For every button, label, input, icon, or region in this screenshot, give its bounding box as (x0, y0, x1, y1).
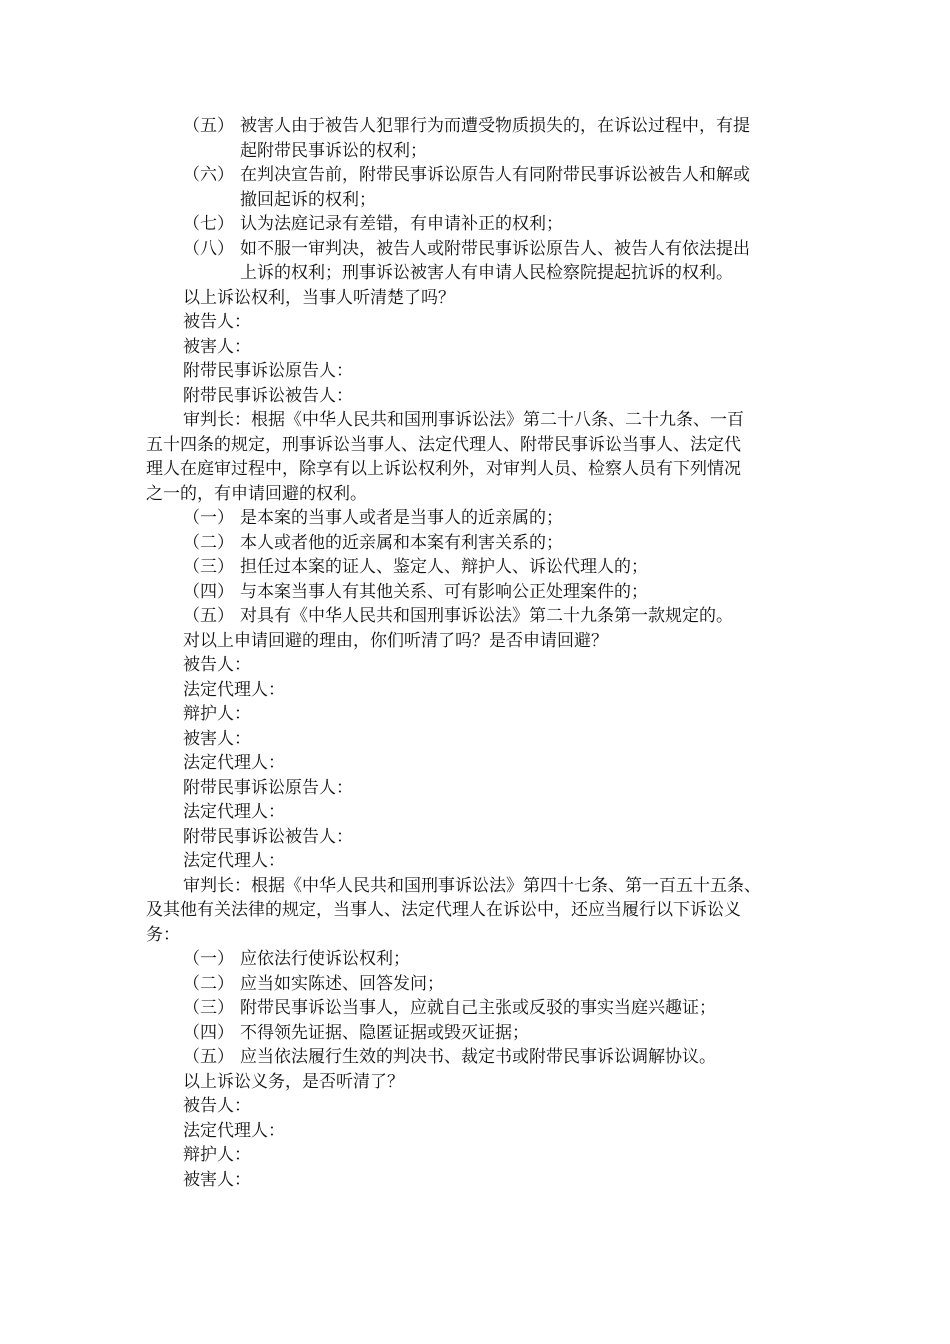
responder-line: 附带民事诉讼原告人： (183, 777, 353, 798)
rights-item-6 (146, 163, 808, 212)
responder-line: 法定代理人： (183, 802, 285, 822)
responder-line: 法定代理人： (183, 1120, 285, 1141)
responder-line: 法定代理人： (183, 753, 285, 773)
responder-line: 附带民事诉讼被告人： (183, 385, 353, 406)
item-text-line: 上诉的权利；刑事诉讼被害人有申请人民检察院提起抗诉的权利。 (240, 263, 733, 283)
item-number: （二） (183, 532, 234, 553)
responder-line: 辩护人： (183, 1145, 251, 1165)
item-text: 不得领先证据、隐匿证据或毁灭证据； (240, 1022, 529, 1043)
paragraph-line: 审判长：根据《中华人民共和国刑事诉讼法》第二十八条、二十九条、一百 (183, 410, 744, 430)
item-number: （六） (183, 165, 234, 185)
paragraph-line: 务： (146, 924, 180, 945)
item-number: （七） (183, 214, 234, 234)
item-text: 应当依法履行生效的判决书、裁定书或附带民事诉讼调解协议。 (240, 1047, 716, 1067)
paragraph-line: 理人在庭审过程中，除享有以上诉讼权利外，对审判人员、检察人员有下列情况 (146, 459, 741, 479)
recusal-item-2 (146, 531, 808, 556)
item-text-line: 撤回起诉的权利； (240, 189, 376, 210)
item-number: （三） (183, 998, 234, 1018)
item-number: （四） (183, 1022, 234, 1043)
question-recusal: 对以上申请回避的理由，你们听清了吗？是否申请回避？ (183, 630, 608, 651)
responder-line: 附带民事诉讼被告人： (183, 826, 353, 847)
responder-line: 被害人： (183, 728, 251, 749)
question-rights: 以上诉讼权利，当事人听清楚了吗？ (183, 287, 455, 308)
obligation-item-4 (146, 1021, 808, 1046)
responder-line: 被害人： (183, 1169, 251, 1190)
item-text: 附带民事诉讼当事人，应就自己主张或反驳的事实当庭兴趣证； (240, 998, 716, 1018)
responder-line: 法定代理人： (183, 851, 285, 871)
responder-line: 辩护人： (183, 704, 251, 724)
item-number: （三） (183, 557, 234, 577)
responder-line: 法定代理人： (183, 679, 285, 700)
paragraph-line: 及其他有关法律的规定，当事人、法定代理人在诉讼中，还应当履行以下诉讼义 (146, 900, 741, 920)
responder-line: 被告人： (183, 312, 251, 332)
item-text: 担任过本案的证人、鉴定人、辩护人、诉讼代理人的； (240, 557, 648, 577)
responder-line: 附带民事诉讼原告人： (183, 361, 353, 381)
recusal-item-1 (146, 506, 808, 531)
obligation-item-2 (146, 972, 808, 997)
document-body (146, 114, 808, 1192)
item-text-line: 认为法庭记录有差错，有申请补正的权利； (240, 214, 563, 234)
paragraph-line: 审判长：根据《中华人民共和国刑事诉讼法》第四十七条、第一百五十五条、 (183, 875, 761, 896)
item-text: 是本案的当事人或者是当事人的近亲属的； (240, 508, 563, 528)
recusal-paragraph (146, 408, 808, 506)
item-number: （五） (183, 1047, 234, 1067)
item-number: （五） (183, 116, 234, 136)
recusal-item-3 (146, 555, 808, 580)
item-text-line: 在判决宣告前，附带民事诉讼原告人有同附带民事诉讼被告人和解或 (240, 165, 750, 185)
rights-item-5 (146, 114, 808, 163)
obligation-item-1 (146, 947, 808, 972)
rights-item-8 (146, 237, 808, 286)
item-number: （一） (183, 949, 234, 969)
responder-line: 被告人： (183, 1096, 251, 1116)
rights-item-7 (146, 212, 808, 237)
recusal-item-4 (146, 580, 808, 605)
question-obligations: 以上诉讼义务，是否听清了？ (183, 1071, 404, 1092)
item-text-line: 被害人由于被告人犯罪行为而遭受物质损失的，在诉讼过程中，有提 (240, 116, 750, 136)
item-number: （四） (183, 581, 234, 602)
item-text: 本人或者他的近亲属和本案有利害关系的； (240, 532, 563, 553)
item-text: 与本案当事人有其他关系、可有影响公正处理案件的； (240, 581, 648, 602)
item-number: （一） (183, 508, 234, 528)
item-number: （八） (183, 238, 234, 259)
item-text-line: 如不服一审判决，被告人或附带民事诉讼原告人、被告人有依法提出 (240, 238, 750, 259)
obligations-paragraph (146, 874, 808, 948)
paragraph-line: 之一的，有申请回避的权利。 (146, 483, 367, 504)
item-number: （五） (183, 606, 234, 626)
responder-line: 被告人： (183, 655, 251, 675)
obligation-item-3 (146, 996, 808, 1021)
item-text: 应当如实陈述、回答发问； (240, 973, 444, 994)
item-number: （二） (183, 973, 234, 994)
item-text-line: 起附带民事诉讼的权利； (240, 140, 427, 161)
item-text: 应依法行使诉讼权利； (240, 949, 410, 969)
paragraph-line: 五十四条的规定，刑事诉讼当事人、法定代理人、附带民事诉讼当事人、法定代 (146, 434, 741, 455)
obligation-item-5 (146, 1045, 808, 1070)
item-text: 对具有《中华人民共和国刑事诉讼法》第二十九条第一款规定的。 (240, 606, 733, 626)
responder-line: 被害人： (183, 336, 251, 357)
recusal-item-5 (146, 604, 808, 629)
